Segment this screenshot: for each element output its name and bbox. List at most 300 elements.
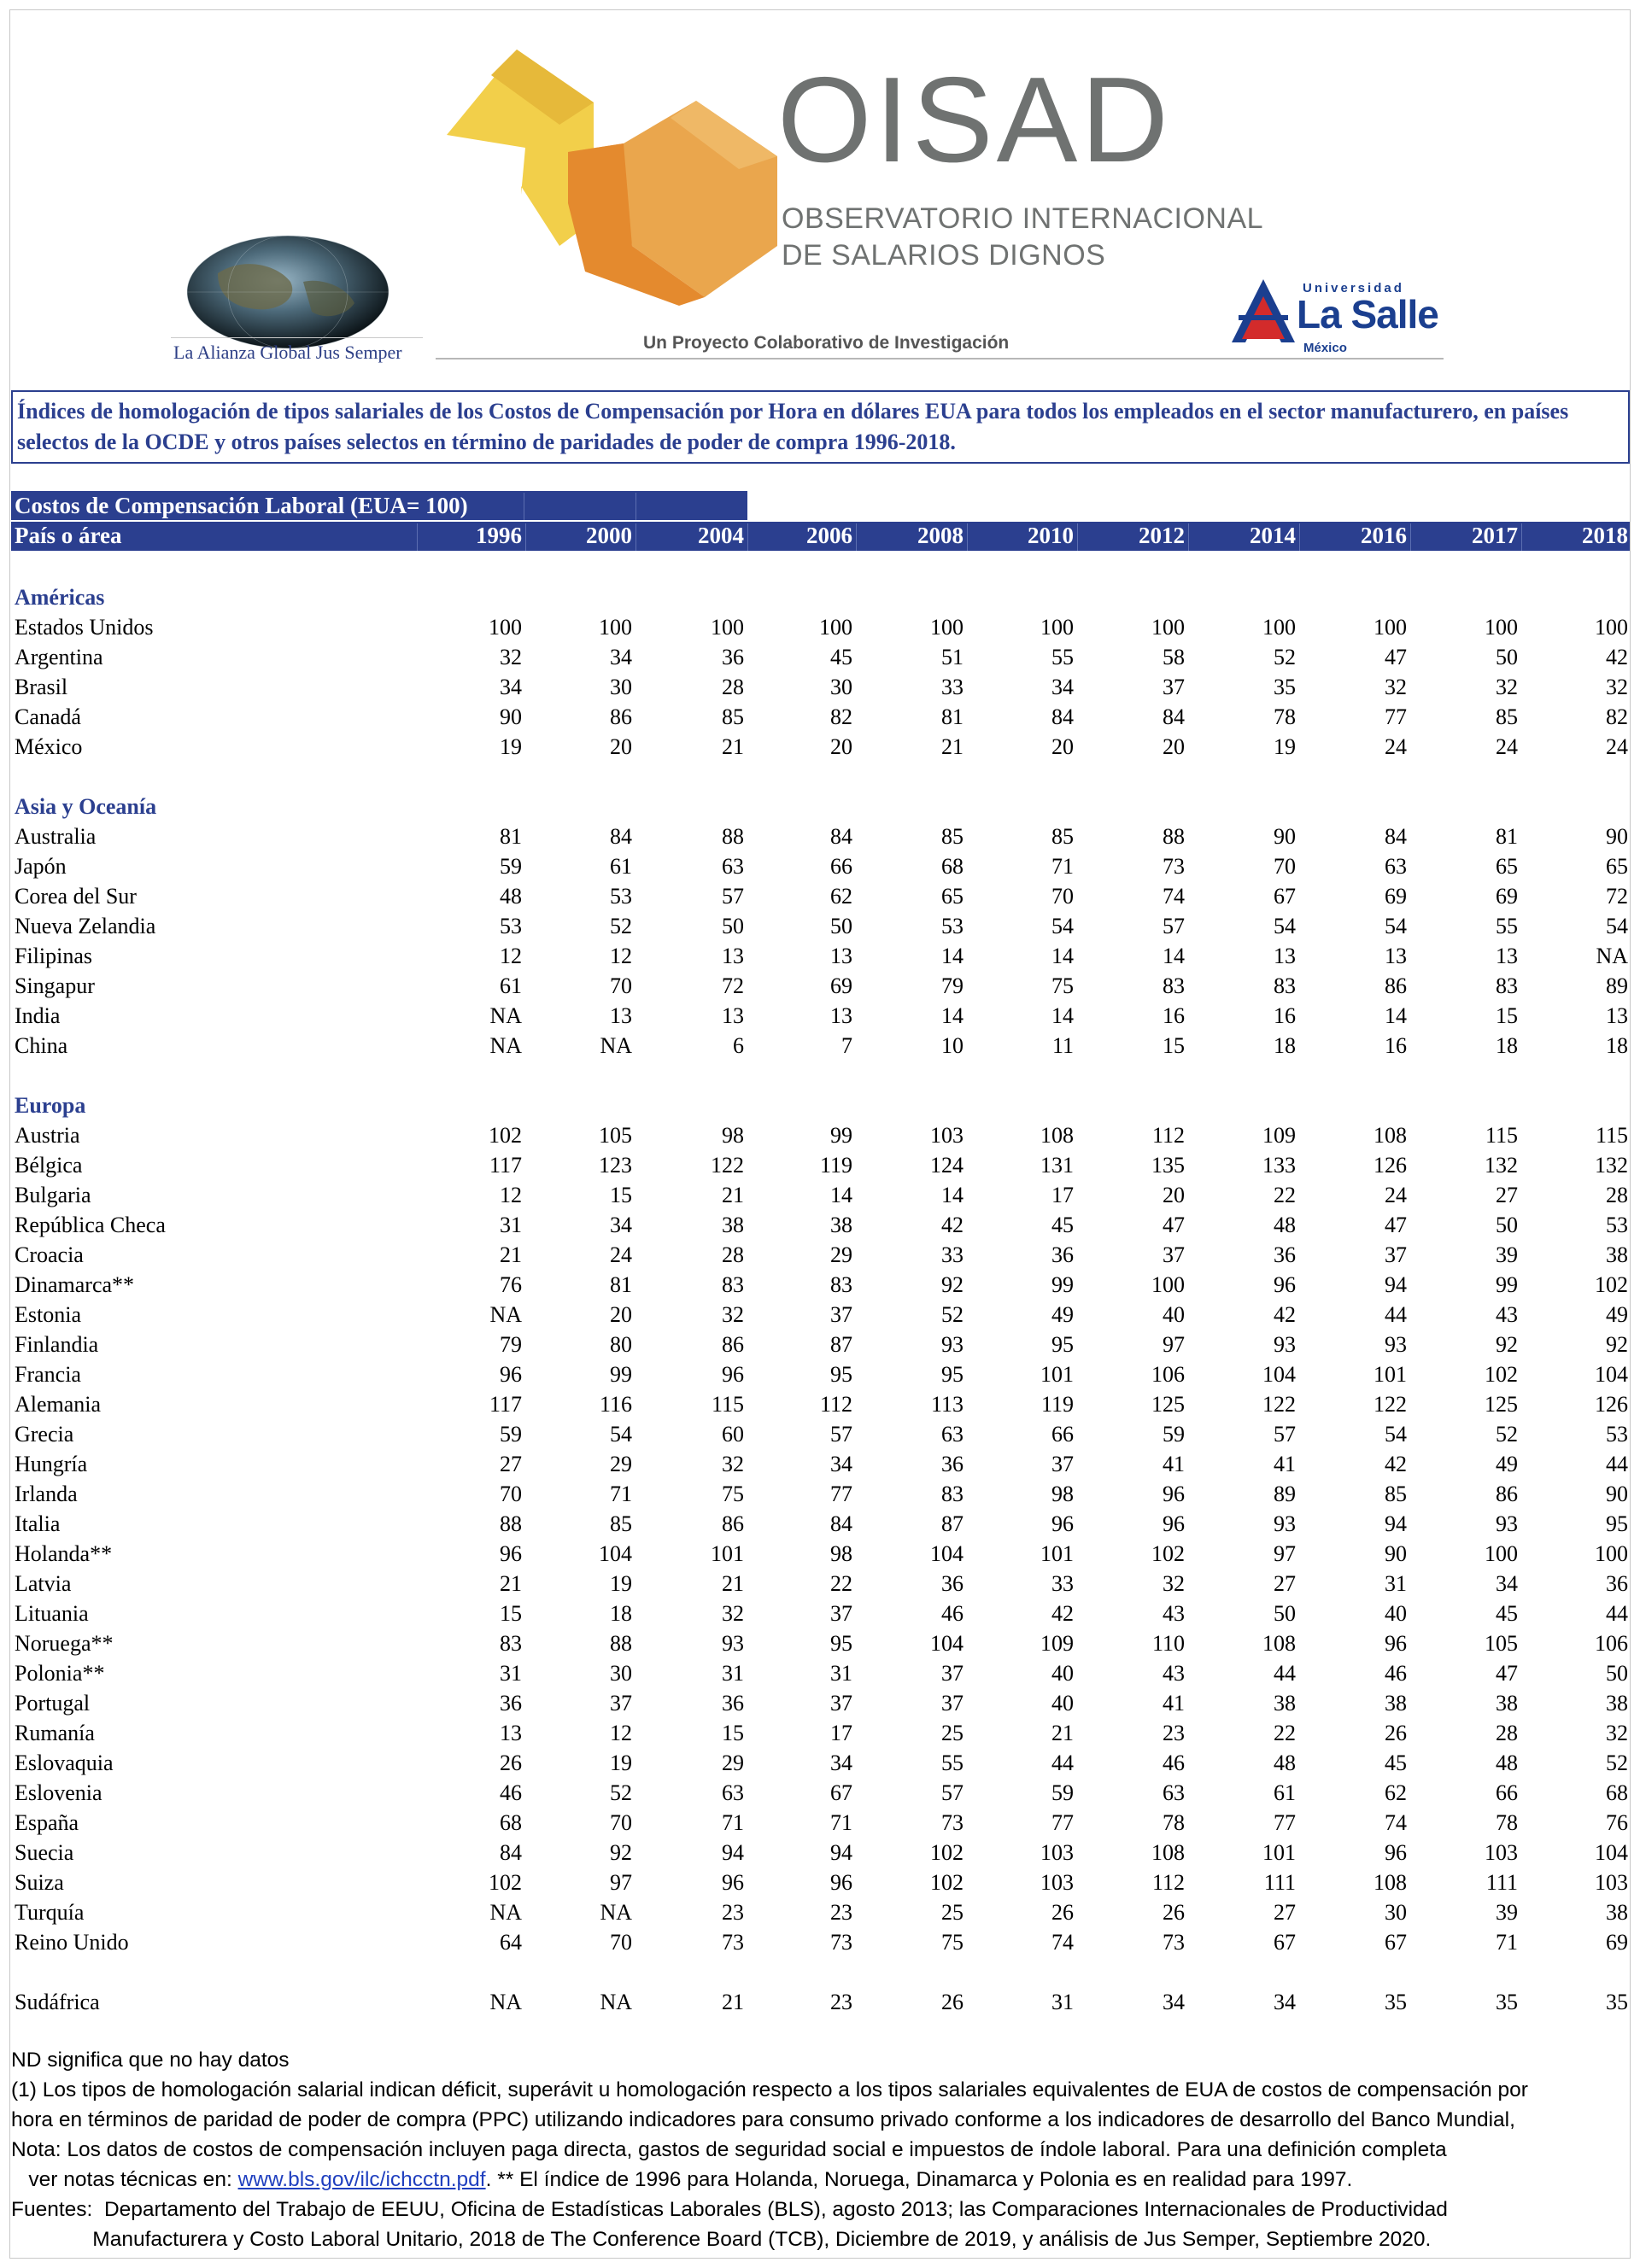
oisad-brand: OISAD <box>777 52 1172 188</box>
cell-2010: 109 <box>1040 1631 1074 1656</box>
cell-2014: 22 <box>1274 1721 1296 1745</box>
cell-1996: 59 <box>500 1422 522 1447</box>
cell-2004: 15 <box>722 1721 744 1745</box>
header <box>0 0 1640 376</box>
cell-2014: 89 <box>1274 1482 1296 1506</box>
cell-1996: NA <box>489 1990 522 2014</box>
cell-2006: 38 <box>830 1213 852 1237</box>
cell-2018: 104 <box>1595 1840 1628 1865</box>
cell-1996: 76 <box>500 1272 522 1297</box>
cell-2016: 63 <box>1385 854 1407 879</box>
table-row <box>11 1330 1630 1359</box>
cell-1996: 36 <box>500 1691 522 1716</box>
cell-2012: 125 <box>1151 1392 1185 1417</box>
cell-2004: 115 <box>711 1392 744 1417</box>
cell-1996: 19 <box>500 734 522 759</box>
table-row <box>11 1180 1630 1210</box>
cell-2000: 19 <box>610 1751 632 1775</box>
cell-2006: 45 <box>830 645 852 669</box>
cell-2004: 36 <box>722 1691 744 1716</box>
cell-1996: 27 <box>500 1452 522 1476</box>
cell-2008: 73 <box>941 1810 964 1835</box>
cell-2017: 92 <box>1496 1332 1518 1357</box>
cell-2004: 71 <box>722 1810 744 1835</box>
cell-2018: 102 <box>1595 1272 1628 1297</box>
cell-2017: 13 <box>1496 944 1518 968</box>
cell-2006: 84 <box>830 1511 852 1536</box>
cell-2018: 53 <box>1606 1422 1628 1447</box>
table-row <box>11 642 1630 672</box>
cell-2010: 131 <box>1040 1153 1074 1178</box>
cell-2016: 54 <box>1385 914 1407 938</box>
cell-2012: 23 <box>1163 1721 1185 1745</box>
table-row <box>11 1628 1630 1658</box>
cell-2010: 75 <box>1051 973 1074 998</box>
cell-2016: 108 <box>1374 1123 1407 1148</box>
cell-2000: 20 <box>610 1302 632 1327</box>
cell-2012: 41 <box>1163 1691 1185 1716</box>
cell-2012: 84 <box>1163 704 1185 729</box>
cell-2012: 41 <box>1163 1452 1185 1476</box>
cell-2016: 38 <box>1385 1691 1407 1716</box>
row-label: Estados Unidos <box>15 615 154 640</box>
cell-2010: 71 <box>1051 854 1074 879</box>
cell-2016: 86 <box>1385 973 1407 998</box>
cell-2012: 32 <box>1163 1571 1185 1596</box>
cell-2004: 122 <box>711 1153 744 1178</box>
cell-2008: 36 <box>941 1452 964 1476</box>
cell-2000: 61 <box>610 854 632 879</box>
cell-2006: 77 <box>830 1482 852 1506</box>
cell-2006: 82 <box>830 704 852 729</box>
cell-2017: 52 <box>1496 1422 1518 1447</box>
note-sources-1: Fuentes: Departamento del Trabajo de EEUU, Oficina de Estadísticas Laborales (BLS), agosto 2013; las Comparaciones Internacionales de Productividad <box>11 2198 1448 2221</box>
table-row <box>11 1539 1630 1569</box>
row-label: Noruega** <box>15 1631 114 1656</box>
cell-2000: 105 <box>599 1123 632 1148</box>
cell-2014: 93 <box>1274 1511 1296 1536</box>
cell-2014: 52 <box>1274 645 1296 669</box>
cell-2016: 35 <box>1385 1990 1407 2014</box>
cell-2016: 16 <box>1385 1033 1407 1058</box>
note-1a: (1) Los tipos de homologación salarial indican déficit, superávit u homologación respecto a los tipos salariales equivalentes de EUA de costos de compensación por <box>11 2078 1528 2101</box>
cell-2014: 16 <box>1274 1003 1296 1028</box>
cell-2014: 22 <box>1274 1183 1296 1207</box>
cell-2012: 100 <box>1151 615 1185 640</box>
cell-1996: 26 <box>500 1751 522 1775</box>
cell-2008: 75 <box>941 1930 964 1955</box>
cell-2014: 90 <box>1274 824 1296 849</box>
cell-1996: 53 <box>500 914 522 938</box>
cell-2014: 50 <box>1274 1601 1296 1626</box>
note-nota: Nota: Los datos de costos de compensación incluyen paga directa, gastos de seguridad social e impuestos de índole laboral. Para una definición completa <box>11 2138 1447 2161</box>
cell-2016: 14 <box>1385 1003 1407 1028</box>
cell-2000: 116 <box>599 1392 632 1417</box>
cell-2000: 52 <box>610 1780 632 1805</box>
cell-2008: 26 <box>941 1990 964 2014</box>
cell-2014: 101 <box>1262 1840 1296 1865</box>
cell-2014: 27 <box>1274 1900 1296 1925</box>
cell-2016: 93 <box>1385 1332 1407 1357</box>
row-label: Dinamarca** <box>15 1272 135 1297</box>
cell-1996: 90 <box>500 704 522 729</box>
row-label: Finlandia <box>15 1332 99 1357</box>
cell-2006: 7 <box>841 1033 852 1058</box>
cell-2008: 104 <box>930 1631 964 1656</box>
cell-2016: 30 <box>1385 1900 1407 1925</box>
cell-2010: 31 <box>1051 1990 1074 2014</box>
cell-2018: 44 <box>1606 1452 1628 1476</box>
table-row <box>11 1240 1630 1270</box>
cell-1996: 84 <box>500 1840 522 1865</box>
cell-2006: 31 <box>830 1661 852 1686</box>
cell-2018: 49 <box>1606 1302 1628 1327</box>
cell-2014: 109 <box>1262 1123 1296 1148</box>
lasalle-mark-icon <box>1230 278 1297 346</box>
cell-2008: 87 <box>941 1511 964 1536</box>
cell-1996: 12 <box>500 944 522 968</box>
cell-1996: 79 <box>500 1332 522 1357</box>
row-label: México <box>15 734 83 759</box>
cell-1996: NA <box>489 1302 522 1327</box>
cell-2012: 20 <box>1163 734 1185 759</box>
cell-2018: 100 <box>1595 615 1628 640</box>
cell-2017: 38 <box>1496 1691 1518 1716</box>
cell-2006: 87 <box>830 1332 852 1357</box>
table-header-row <box>11 522 1630 551</box>
cell-2016: 85 <box>1385 1482 1407 1506</box>
cell-2012: 96 <box>1163 1511 1185 1536</box>
cell-2004: 73 <box>722 1930 744 1955</box>
row-label: Eslovenia <box>15 1780 102 1805</box>
footnotes <box>11 2045 1630 2254</box>
cell-2014: 61 <box>1274 1780 1296 1805</box>
cell-2018: 53 <box>1606 1213 1628 1237</box>
cell-2018: 126 <box>1595 1392 1628 1417</box>
cell-2018: 38 <box>1606 1691 1628 1716</box>
cell-1996: 59 <box>500 854 522 879</box>
cell-2008: 93 <box>941 1332 964 1357</box>
cell-2016: 101 <box>1374 1362 1407 1387</box>
proyecto-caption: Un Proyecto Colaborativo de Investigación <box>643 333 1010 353</box>
cell-1996: 21 <box>500 1242 522 1267</box>
cell-2017: 111 <box>1485 1870 1518 1895</box>
cell-2016: 24 <box>1385 734 1407 759</box>
cell-2016: 45 <box>1385 1751 1407 1775</box>
cell-2010: 101 <box>1040 1362 1074 1387</box>
cell-2006: 73 <box>830 1930 852 1955</box>
cell-2010: 37 <box>1051 1452 1074 1476</box>
row-label: Brasil <box>15 675 68 699</box>
table-row <box>11 1927 1630 1957</box>
cell-2012: 96 <box>1163 1482 1185 1506</box>
cell-2016: 69 <box>1385 884 1407 909</box>
cell-2017: 48 <box>1496 1751 1518 1775</box>
cell-2018: 115 <box>1595 1123 1628 1148</box>
cell-2016: 47 <box>1385 1213 1407 1237</box>
cell-2016: 32 <box>1385 675 1407 699</box>
cell-2010: 103 <box>1040 1840 1074 1865</box>
cell-2017: 85 <box>1496 704 1518 729</box>
cell-2014: 78 <box>1274 704 1296 729</box>
cell-2004: 21 <box>722 1183 744 1207</box>
cell-2017: 65 <box>1496 854 1518 879</box>
cell-2010: 45 <box>1051 1213 1074 1237</box>
cell-2017: 102 <box>1485 1362 1518 1387</box>
cell-2004: 21 <box>722 1990 744 2014</box>
cell-2008: 104 <box>930 1541 964 1566</box>
row-label: Croacia <box>15 1242 84 1267</box>
table-row <box>11 702 1630 732</box>
cell-2014: 57 <box>1274 1422 1296 1447</box>
cell-2014: 70 <box>1274 854 1296 879</box>
cell-2010: 11 <box>1051 1033 1074 1058</box>
cell-1996: 117 <box>489 1392 522 1417</box>
cell-2006: 14 <box>830 1183 852 1207</box>
col-header-2006: 2006 <box>806 523 852 548</box>
cell-2018: 65 <box>1606 854 1628 879</box>
cell-2014: 13 <box>1274 944 1296 968</box>
cell-2004: 85 <box>722 704 744 729</box>
cell-2006: 20 <box>830 734 852 759</box>
cell-2010: 42 <box>1051 1601 1074 1626</box>
row-label: Argentina <box>15 645 103 669</box>
cell-2016: 40 <box>1385 1601 1407 1626</box>
cell-2017: 50 <box>1496 1213 1518 1237</box>
cell-2014: 54 <box>1274 914 1296 938</box>
cell-2004: 93 <box>722 1631 744 1656</box>
cell-2000: 84 <box>610 824 632 849</box>
row-label: Sudáfrica <box>15 1990 100 2014</box>
cell-2010: 108 <box>1040 1123 1074 1148</box>
cell-2016: 108 <box>1374 1870 1407 1895</box>
cell-2018: 54 <box>1606 914 1628 938</box>
table-row <box>11 1001 1630 1031</box>
cell-2006: 62 <box>830 884 852 909</box>
cell-2016: 13 <box>1385 944 1407 968</box>
cell-2010: 77 <box>1051 1810 1074 1835</box>
cell-2000: 34 <box>610 645 632 669</box>
note-nd: ND significa que no hay datos <box>11 2049 290 2072</box>
cell-2004: 83 <box>722 1272 744 1297</box>
cell-2012: 40 <box>1163 1302 1185 1327</box>
cell-2018: 100 <box>1595 1541 1628 1566</box>
cell-2000: 13 <box>610 1003 632 1028</box>
cell-2012: 15 <box>1163 1033 1185 1058</box>
cell-2016: 26 <box>1385 1721 1407 1745</box>
cell-2012: 97 <box>1163 1332 1185 1357</box>
cell-2004: 28 <box>722 675 744 699</box>
cell-2008: 100 <box>930 615 964 640</box>
cell-2018: 68 <box>1606 1780 1628 1805</box>
table-row <box>11 1688 1630 1718</box>
cell-2004: 101 <box>711 1541 744 1566</box>
table-row <box>11 732 1630 762</box>
lasalle-logo: Universidad La Salle México <box>1230 278 1452 371</box>
cell-2017: 93 <box>1496 1511 1518 1536</box>
cell-1996: 21 <box>500 1571 522 1596</box>
cell-2000: 104 <box>599 1541 632 1566</box>
table-row <box>11 1658 1630 1688</box>
cell-2012: 106 <box>1151 1362 1185 1387</box>
cell-2017: 83 <box>1496 973 1518 998</box>
row-label: Portugal <box>15 1691 91 1716</box>
cell-2004: 98 <box>722 1123 744 1148</box>
cell-2012: 110 <box>1151 1631 1185 1656</box>
cell-1996: NA <box>489 1033 522 1058</box>
cell-2000: 86 <box>610 704 632 729</box>
cell-2000: 70 <box>610 1810 632 1835</box>
cell-2016: 42 <box>1385 1452 1407 1476</box>
cell-2014: 38 <box>1274 1691 1296 1716</box>
cell-2016: 47 <box>1385 645 1407 669</box>
cell-1996: 102 <box>489 1123 522 1148</box>
col-header-country: País o área <box>15 523 122 548</box>
cell-2012: 20 <box>1163 1183 1185 1207</box>
table-row <box>11 881 1630 911</box>
cell-2010: 26 <box>1051 1900 1074 1925</box>
cell-2016: 54 <box>1385 1422 1407 1447</box>
cell-2006: 34 <box>830 1452 852 1476</box>
cell-2008: 83 <box>941 1482 964 1506</box>
cell-2016: 44 <box>1385 1302 1407 1327</box>
row-label: Grecia <box>15 1422 74 1447</box>
cell-2000: 80 <box>610 1332 632 1357</box>
cell-2012: 59 <box>1163 1422 1185 1447</box>
table-row <box>11 1509 1630 1539</box>
cell-2012: 58 <box>1163 645 1185 669</box>
note-sources-2: Manufacturera y Costo Laboral Unitario, 2018 de The Conference Board (TCB), Diciembre de 2019, y análisis de Jus Semper, Septiembre 2020. <box>11 2228 1432 2251</box>
cell-2012: 47 <box>1163 1213 1185 1237</box>
cell-2006: 23 <box>830 1900 852 1925</box>
cell-2008: 14 <box>941 1003 964 1028</box>
cell-2018: 69 <box>1606 1930 1628 1955</box>
col-header-2014: 2014 <box>1250 523 1296 548</box>
col-header-2017: 2017 <box>1472 523 1518 548</box>
cell-2017: 35 <box>1496 1990 1518 2014</box>
cell-2000: 70 <box>610 1930 632 1955</box>
cell-2008: 42 <box>941 1213 964 1237</box>
cell-2012: 73 <box>1163 854 1185 879</box>
cell-2018: 38 <box>1606 1242 1628 1267</box>
cell-2018: 89 <box>1606 973 1628 998</box>
cell-2006: 119 <box>819 1153 852 1178</box>
row-label: Italia <box>15 1511 61 1536</box>
cell-2000: 92 <box>610 1840 632 1865</box>
cell-2008: 51 <box>941 645 964 669</box>
cell-2006: 95 <box>830 1631 852 1656</box>
row-label: Hungría <box>15 1452 88 1476</box>
cell-2010: 20 <box>1051 734 1074 759</box>
cell-2016: 94 <box>1385 1511 1407 1536</box>
cell-2000: NA <box>600 1900 632 1925</box>
cell-2004: 32 <box>722 1601 744 1626</box>
table-row <box>11 1389 1630 1419</box>
cell-2000: 15 <box>610 1183 632 1207</box>
cell-1996: 34 <box>500 675 522 699</box>
cell-2014: 67 <box>1274 884 1296 909</box>
cell-2016: 74 <box>1385 1810 1407 1835</box>
cell-2012: 34 <box>1163 1990 1185 2014</box>
cell-2012: 43 <box>1163 1601 1185 1626</box>
cell-2004: 86 <box>722 1332 744 1357</box>
row-label: Holanda** <box>15 1541 113 1566</box>
cell-2012: 73 <box>1163 1930 1185 1955</box>
cell-2016: 96 <box>1385 1631 1407 1656</box>
cell-2014: 48 <box>1274 1213 1296 1237</box>
cell-2016: 90 <box>1385 1541 1407 1566</box>
cell-2004: 21 <box>722 734 744 759</box>
cell-2014: 36 <box>1274 1242 1296 1267</box>
cell-1996: 88 <box>500 1511 522 1536</box>
cell-2016: 122 <box>1374 1392 1407 1417</box>
cell-2017: 132 <box>1485 1153 1518 1178</box>
row-label: Nueva Zelandia <box>15 914 156 938</box>
cell-2008: 10 <box>941 1033 964 1058</box>
table-row <box>11 1987 1630 2017</box>
cell-2010: 44 <box>1051 1751 1074 1775</box>
cell-2006: 50 <box>830 914 852 938</box>
cell-2004: 36 <box>722 645 744 669</box>
cell-2000: 34 <box>610 1213 632 1237</box>
cell-2018: 36 <box>1606 1571 1628 1596</box>
cell-2014: 48 <box>1274 1751 1296 1775</box>
cell-2000: 12 <box>610 944 632 968</box>
cell-1996: 68 <box>500 1810 522 1835</box>
row-label: Lituania <box>15 1601 89 1626</box>
cell-2004: 88 <box>722 824 744 849</box>
col-header-2016: 2016 <box>1361 523 1407 548</box>
cell-2014: 44 <box>1274 1661 1296 1686</box>
cell-2008: 68 <box>941 854 964 879</box>
cell-2000: 12 <box>610 1721 632 1745</box>
cell-2014: 96 <box>1274 1272 1296 1297</box>
title-box <box>11 390 1630 464</box>
cell-2014: 19 <box>1274 734 1296 759</box>
cell-2010: 17 <box>1051 1183 1074 1207</box>
cell-2014: 18 <box>1274 1033 1296 1058</box>
bls-link[interactable]: www.bls.gov/ilc/ichcctn.pdf <box>237 2168 486 2191</box>
cell-2016: 46 <box>1385 1661 1407 1686</box>
cell-2000: 52 <box>610 914 632 938</box>
cell-2017: 18 <box>1496 1033 1518 1058</box>
cell-2017: 32 <box>1496 675 1518 699</box>
cell-2010: 101 <box>1040 1541 1074 1566</box>
cell-2014: 133 <box>1262 1153 1296 1178</box>
table-row <box>11 1599 1630 1628</box>
cell-2008: 113 <box>930 1392 964 1417</box>
table-row <box>11 851 1630 881</box>
note-1b: hora en términos de paridad de poder de compra (PPC) utilizando indicadores para consumo privado conforme a los indicadores de desarrollo del Banco Mundial, <box>11 2108 1515 2131</box>
cell-2018: 82 <box>1606 704 1628 729</box>
col-header-2008: 2008 <box>917 523 964 548</box>
row-label: Australia <box>15 824 97 849</box>
cell-2017: 24 <box>1496 734 1518 759</box>
table-row <box>11 1419 1630 1449</box>
cell-2017: 28 <box>1496 1721 1518 1745</box>
cell-2000: 99 <box>610 1362 632 1387</box>
cell-2010: 66 <box>1051 1422 1074 1447</box>
col-header-2004: 2004 <box>698 523 744 548</box>
cell-2010: 84 <box>1051 704 1074 729</box>
cell-1996: 32 <box>500 645 522 669</box>
table-row <box>11 1838 1630 1868</box>
oisad-subtitle: OBSERVATORIO INTERNACIONAL DE SALARIOS DIGNOS <box>782 202 1264 272</box>
table-row <box>11 1210 1630 1240</box>
cell-2014: 100 <box>1262 615 1296 640</box>
cell-1996: 96 <box>500 1362 522 1387</box>
cell-2006: 13 <box>830 1003 852 1028</box>
